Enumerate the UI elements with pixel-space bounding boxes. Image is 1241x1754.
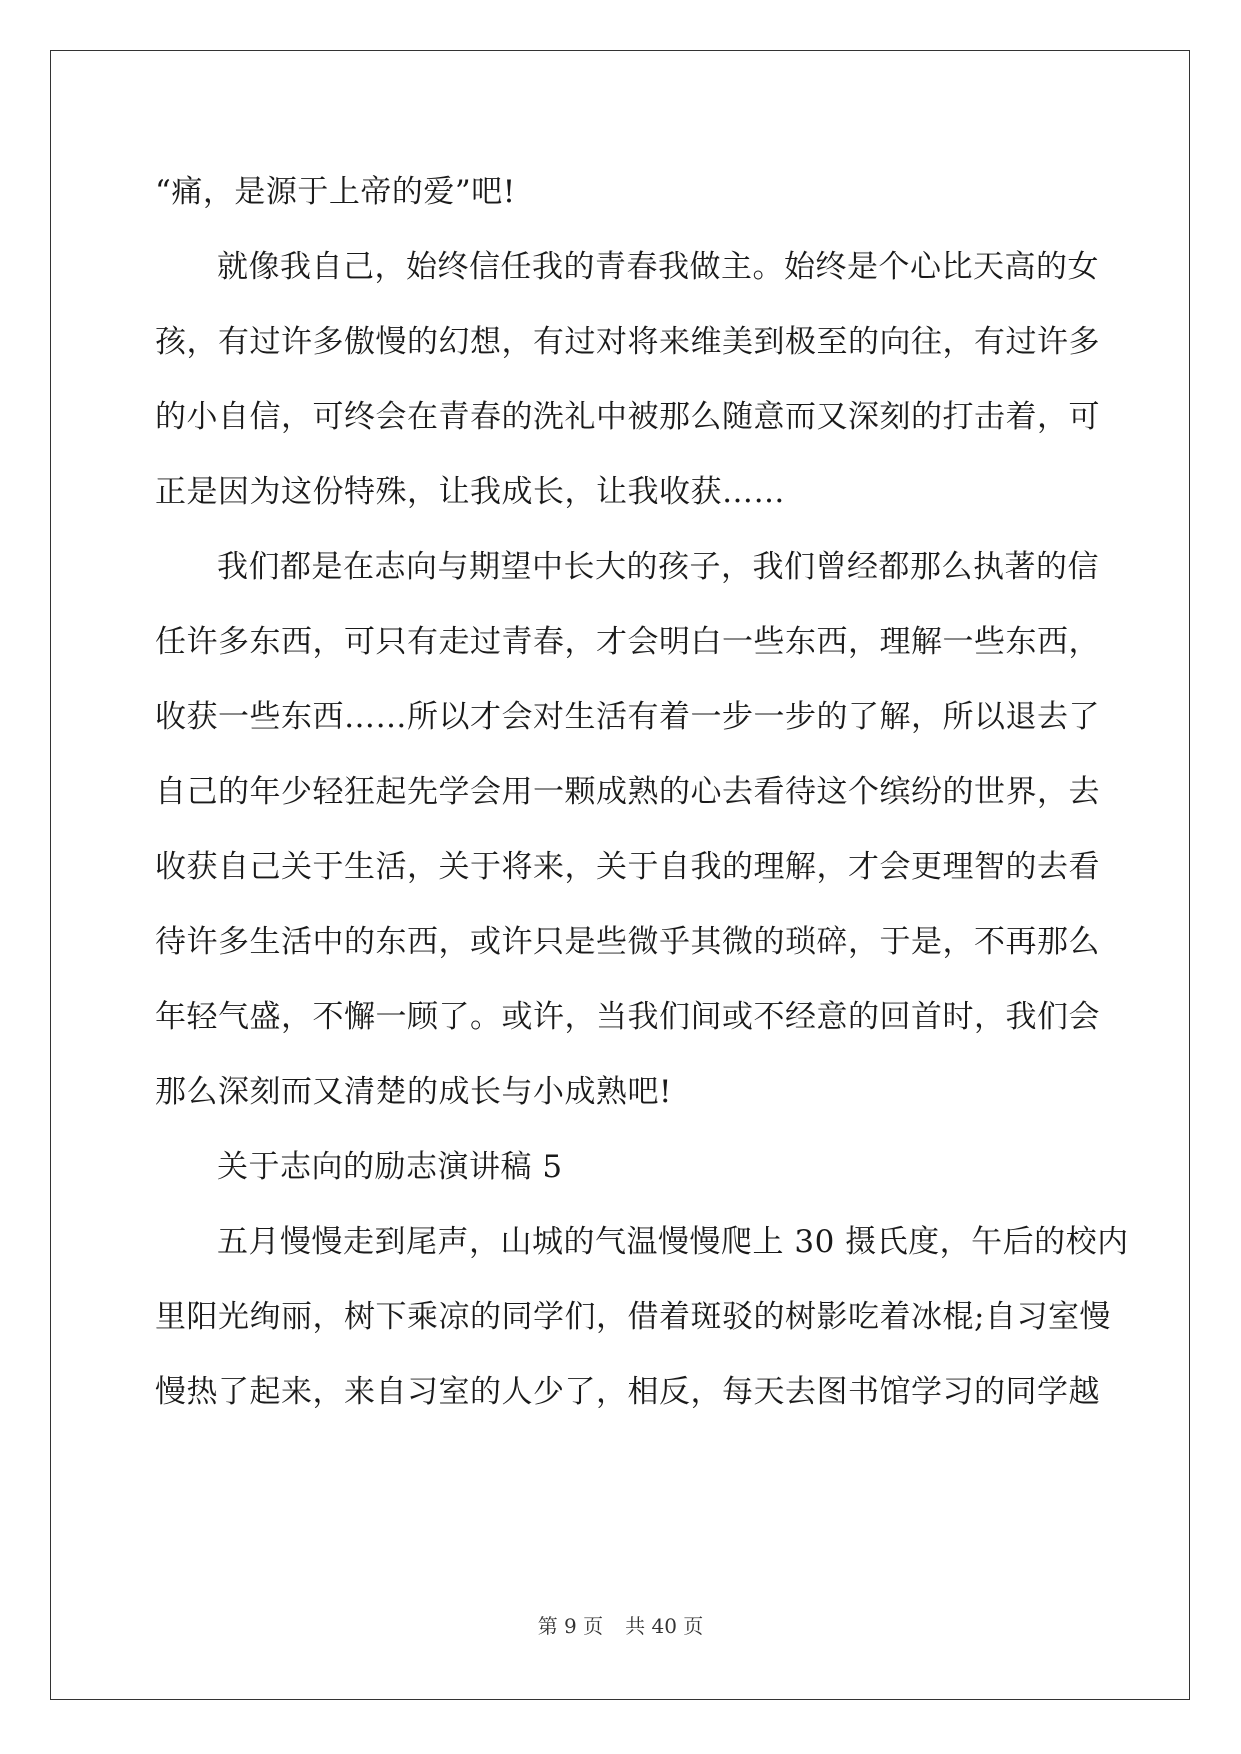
text-line: 五月慢慢走到尾声，山城的气温慢慢爬上 30 摄氏度，午后的校内 bbox=[217, 1224, 1129, 1260]
total-page-count: 共 40 页 bbox=[625, 1614, 704, 1638]
text-line: 自己的年少轻狂起先学会用一颗成熟的心去看待这个缤纷的世界，去 bbox=[155, 774, 1100, 810]
text-line: 孩，有过许多傲慢的幻想，有过对将来维美到极至的向往，有过许多 bbox=[155, 324, 1100, 360]
text-line: 正是因为这份特殊，让我成长，让我收获…… bbox=[155, 474, 785, 510]
text-line: 我们都是在志向与期望中长大的孩子，我们曾经都那么执著的信 bbox=[217, 549, 1099, 585]
text-line: 那么深刻而又清楚的成长与小成熟吧! bbox=[155, 1074, 672, 1110]
page-footer bbox=[0, 1610, 1241, 1639]
current-page-number: 第 9 页 bbox=[537, 1614, 604, 1638]
text-line: 收获自己关于生活，关于将来，关于自我的理解，才会更理智的去看 bbox=[155, 849, 1100, 885]
document-body bbox=[155, 155, 1129, 1430]
text-line: 任许多东西，可只有走过青春，才会明白一些东西，理解一些东西， bbox=[155, 624, 1100, 660]
text-line: 待许多生活中的东西，或许只是些微乎其微的琐碎，于是，不再那么 bbox=[155, 924, 1100, 960]
text-line: “痛，是源于上帝的爱”吧! bbox=[155, 174, 516, 210]
section-heading: 关于志向的励志演讲稿 5 bbox=[217, 1149, 563, 1185]
text-line: 年轻气盛，不懈一顾了。或许，当我们间或不经意的回首时，我们会 bbox=[155, 999, 1100, 1035]
text-line: 慢热了起来，来自习室的人少了，相反，每天去图书馆学习的同学越 bbox=[155, 1374, 1100, 1410]
text-line: 收获一些东西……所以才会对生活有着一步一步的了解，所以退去了 bbox=[155, 699, 1100, 735]
text-line: 的小自信，可终会在青春的洗礼中被那么随意而又深刻的打击着，可 bbox=[155, 399, 1100, 435]
text-line: 就像我自己，始终信任我的青春我做主。始终是个心比天高的女 bbox=[217, 249, 1099, 285]
text-line: 里阳光绚丽，树下乘凉的同学们，借着斑驳的树影吃着冰棍;自习室慢 bbox=[155, 1299, 1111, 1335]
